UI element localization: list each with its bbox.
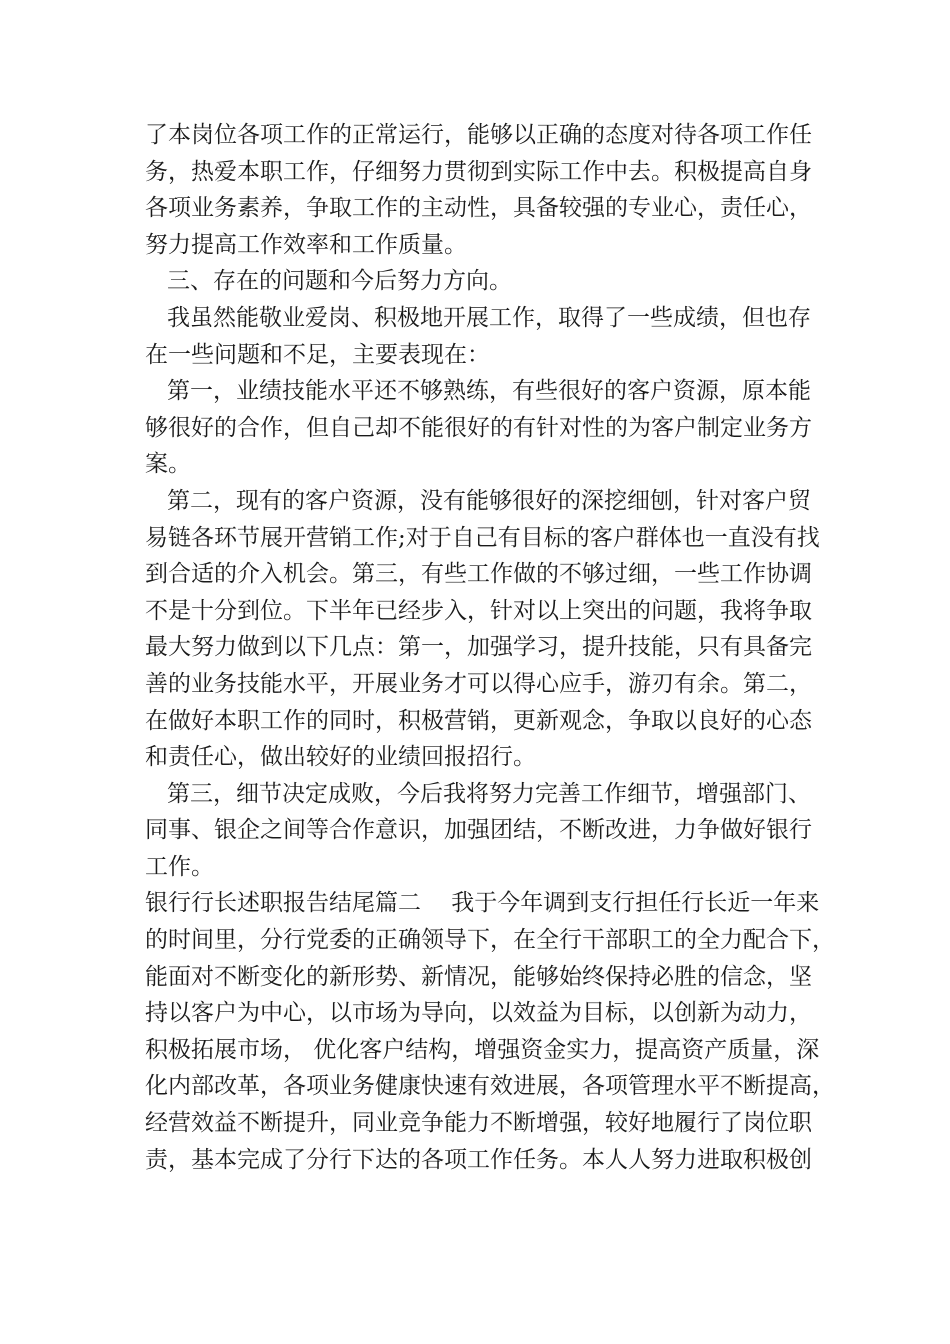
body-text [145, 117, 835, 1178]
text-line: 同事、银企之间等合作意识，加强团结，不断改进，力争做好银行 [145, 817, 812, 844]
text-line: 各项业务素养，争取工作的主动性，具备较强的专业心，责任心， [145, 195, 812, 222]
text-line: 了本岗位各项工作的正常运行，能够以正确的态度对待各项工作任 [145, 122, 812, 148]
text-line: 持以客户为中心，以市场为导向，以效益为目标，以创新为动力， [145, 1000, 812, 1027]
text-line: 在做好本职工作的同时，积极营销，更新观念，争取以良好的心态 [145, 707, 812, 734]
text-line: 案。 [145, 451, 191, 478]
text-line: 积极拓展市场， 优化客户结构，增强资金实力，提高资产质量，深 [145, 1036, 820, 1063]
text-line: 努力提高工作效率和工作质量。 [145, 231, 467, 258]
text-line: 够很好的合作，但自己却不能很好的有针对性的为客户制定业务方 [145, 414, 812, 441]
text-line: 化内部改革，各项业务健康快速有效进展，各项管理水平不断提高， [145, 1073, 835, 1100]
text-line: 易链各环节展开营销工作;对于自己有目标的客户群体也一直没有找 [145, 524, 820, 551]
text-line: 能面对不断变化的新形势、新情况，能够始终保持必胜的信念，坚 [145, 963, 812, 990]
text-line: 经营效益不断提升，同业竞争能力不断增强，较好地履行了岗位职 [145, 1110, 812, 1137]
text-line: 三、存在的问题和今后努力方向。 [167, 268, 512, 295]
text-line: 第三，细节决定成败，今后我将努力完善工作细节，增强部门、 [167, 780, 811, 807]
text-line: 责，基本完成了分行下达的各项工作任务。本人人努力进取积极创 [145, 1146, 812, 1173]
text-line: 不是十分到位。下半年已经步入，针对以上突出的问题，我将争取 [145, 597, 812, 624]
text-line: 的时间里，分行党委的正确领导下，在全行干部职工的全力配合下， [145, 927, 835, 954]
text-line: 和责任心，做出较好的业绩回报招行。 [145, 744, 536, 771]
text-line: 善的业务技能水平，开展业务才可以得心应手，游刃有余。第二， [145, 670, 812, 697]
text-line: 务，热爱本职工作，仔细努力贯彻到实际工作中去。积极提高自身 [145, 158, 812, 185]
text-line: 我虽然能敬业爱岗、积极地开展工作，取得了一些成绩，但也存 [167, 304, 811, 331]
text-line: 在一些问题和不足，主要表现在： [145, 341, 490, 368]
text-line: 工作。 [145, 853, 214, 880]
text-line: 第二，现有的客户资源，没有能够很好的深挖细刨，针对客户贸 [167, 487, 811, 514]
text-line: 最大努力做到以下几点：第一，加强学习，提升技能，只有具备完 [145, 634, 812, 661]
text-line: 第一，业绩技能水平还不够熟练，有些很好的客户资源，原本能 [167, 378, 811, 405]
text-line: 到合适的介入机会。第三，有些工作做的不够过细，一些工作协调 [145, 561, 812, 588]
text-line: 银行行长述职报告结尾篇二 我于今年调到支行担任行长近一年来 [145, 890, 820, 917]
